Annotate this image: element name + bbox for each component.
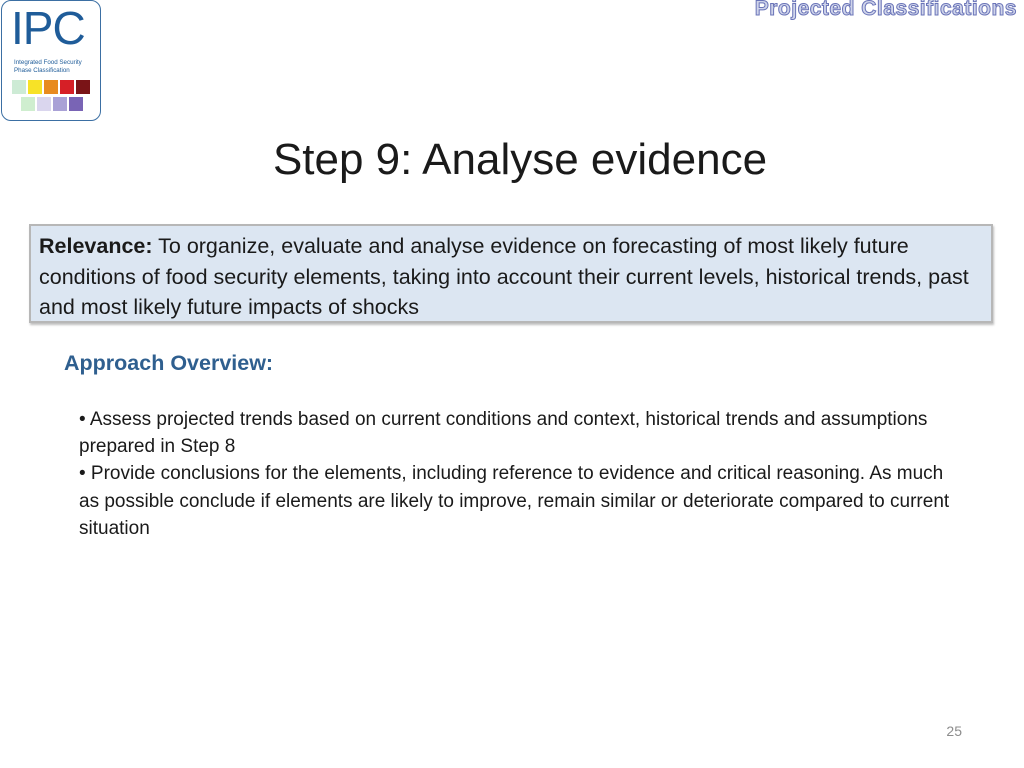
page-number: 25 [946, 723, 962, 739]
logo-title: IPC [11, 2, 85, 54]
phase-swatch [12, 80, 26, 94]
logo-subtitle-line2: Phase Classification [14, 66, 70, 74]
logo-subtitle-line1: Integrated Food Security [14, 59, 82, 66]
phase-swatch [28, 80, 42, 94]
approach-bullets [79, 406, 959, 542]
logo-subtitle [14, 59, 98, 74]
phase-swatch [21, 97, 35, 111]
relevance-text: To organize, evaluate and analyse evidence on forecasting of most likely future conditions of food security elements, taking into account their current levels, historical trends, past and most likely future impacts of shocks [39, 234, 969, 319]
bullet-item: • Assess projected trends based on current conditions and context, historical trends and assumptions prepared in Step 8 [79, 409, 928, 458]
phase-swatch [37, 97, 51, 111]
relevance-box [29, 224, 993, 323]
bullet-item: • Provide conclusions for the elements, including reference to evidence and critical reasoning. As much as possible conclude if elements are likely to improve, remain similar or deteriorate compared to current situation [79, 463, 950, 539]
phase-swatch [60, 80, 74, 94]
phase-color-swatches-row1 [12, 80, 90, 94]
phase-swatch [44, 80, 58, 94]
ipc-logo [1, 0, 101, 121]
relevance-label: Relevance: [39, 234, 153, 258]
phase-swatch [76, 80, 90, 94]
slide-title: Step 9: Analyse evidence [272, 135, 768, 184]
phase-swatch [53, 97, 67, 111]
section-tag: Projected Classifications [754, 0, 1017, 20]
phase-swatch [69, 97, 83, 111]
phase-color-swatches-row2 [21, 97, 83, 111]
approach-heading: Approach Overview: [64, 351, 274, 375]
